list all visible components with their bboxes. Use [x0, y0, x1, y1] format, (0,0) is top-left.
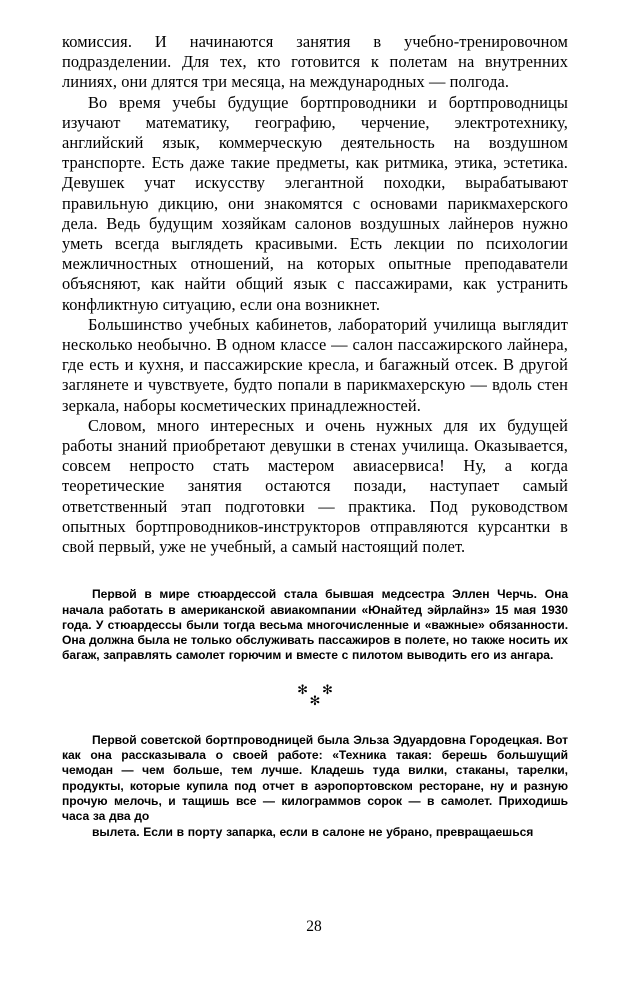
asterism-bottom-row: ✻: [309, 692, 321, 708]
note-body-text: Первой советской бортпроводницей была Эльза Эдуардовна Городецкая. Вот как она рассказывала о своей работе: «Техника такая: берешь большущий чемодан — чем больше, тем лучше. Кладешь туда вилки, стаканы, тарелки, продукты, которые купила под отчет в аэропортовском ресторане, ну и разную прочую мелочь, и тащишь все — килограммов сорок — в самолет. Приходишь часа за два до: [62, 732, 568, 824]
spacer-after-first-note: [62, 664, 568, 684]
body-paragraph-commission: комиссия. И начинаются занятия в учебно-тренировочном подразделении. Для тех, кто готовится к полетам на внутренних линиях, они длятся три месяца, на международных — полгода.: [62, 32, 568, 92]
spacer-after-ornament: [62, 714, 568, 733]
text-column: [62, 32, 568, 840]
note-last-line: вылета. Если в порту запарка, если в салоне не убрано, превращаешься: [92, 824, 534, 839]
asterism-top-row: ✻✻: [297, 681, 347, 697]
body-paragraph-study: Во время учебы будущие бортпроводники и бортпроводницы изучают математику, географию, черчение, электротехнику, английский язык, коммерческую деятельность на воздушном транспорте. Есть даже такие предметы, как ритмика, этика, эстетика. Девушек учат искусству элегантной походки, вырабатывают правильную дикцию, они знакомятся с основами парикмахерского дела. Ведь будущим хозяйкам салонов воздушных лайнеров нужно уметь всегда выглядеть красивыми. Есть лекции по психологии межличностных отношений, на которых опытные преподаватели объясняют, как найти общий язык с пассажирами, как устранить конфликтную ситуацию, если она возникнет.: [62, 92, 568, 314]
body-paragraph-summary: Словом, много интересных и очень нужных для их будущей работы знаний приобретают девушки в стенах училища. Оказывается, совсем непросто стать мастером авиасервиса! Ну, а когда теоретические занятия остаются позади, наступает самый ответственный этап подготовки — практика. Под руководством опытных бортпроводников-инструкторов отправляются курсантки в свой первый, уже не учебный, а самый настоящий полет.: [62, 415, 568, 557]
note-elza-gorodetskaya: [62, 733, 568, 840]
note-ellen-church: Первой в мире стюардессой стала бывшая медсестра Эллен Черчь. Она начала работать в американской авиакомпании «Юнайтед эйрлайнз» 15 мая 1930 года. У стюардессы были тогда весьма многочисленные и «важные» обязанности. Она должна была не только обслуживать пассажиров в полете, но также носить их багаж, заправлять самолет горючим и вместе с пилотом выводить его из ангара.: [62, 587, 568, 663]
body-paragraph-classrooms: Большинство учебных кабинетов, лабораторий училища выглядит несколько необычно. В одном классе — салон пассажирского лайнера, где есть и кухня, и пассажирские кресла, и багажный отсек. В другой заглянете и чувствуете, будто попали в парикмахерскую — вдоль стен зеркала, наборы косметических принадлежностей.: [62, 314, 568, 415]
page-number: 28: [306, 918, 322, 935]
spacer-before-first-note: [62, 557, 568, 587]
asterism-ornament: [62, 681, 568, 714]
